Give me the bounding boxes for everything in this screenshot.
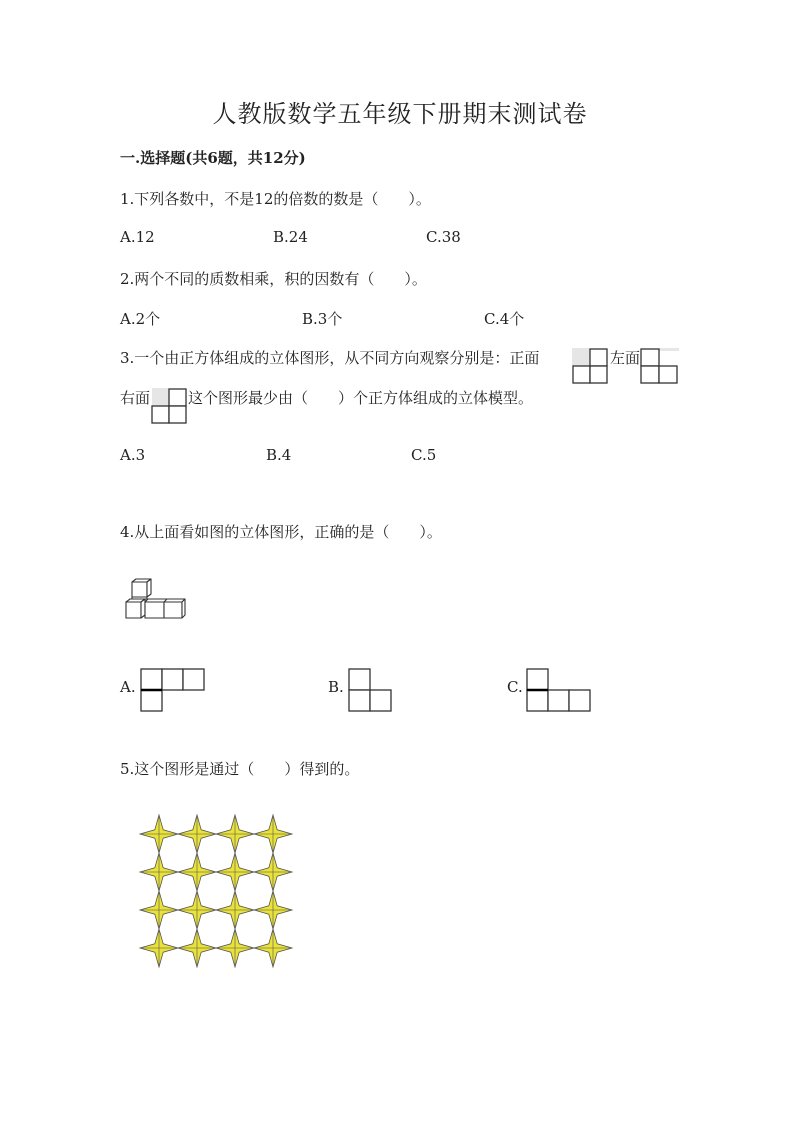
question-4-option-c: C. — [507, 678, 523, 696]
left-view-figure — [640, 348, 680, 384]
question-1-option-b: B.24 — [273, 228, 308, 246]
question-2-option-a: A.2个 — [120, 310, 161, 328]
question-2-text: 2.两个不同的质数相乘，积的因数有（ ）。 — [120, 270, 427, 288]
question-5-text: 5.这个图形是通过（ ）得到的。 — [120, 760, 360, 778]
question-4-option-b: B. — [328, 678, 344, 696]
cube-stack-figure — [124, 578, 188, 624]
question-3-text-line2: 这个图形最少由（ ）个正方体组成的立体模型。 — [188, 389, 534, 407]
question-4-text: 4.从上面看如图的立体图形，正确的是（ ）。 — [120, 523, 442, 541]
question-3-option-b: B.4 — [266, 446, 292, 464]
question-3-option-c: C.5 — [411, 446, 437, 464]
option-a-figure — [140, 668, 208, 714]
question-1-option-a: A.12 — [120, 228, 155, 246]
question-3-text-line1: 3.一个由正方体组成的立体图形，从不同方向观察分别是：正面 — [120, 349, 540, 367]
right-view-label: 右面 — [120, 389, 151, 407]
section-heading: 一.选择题(共6题，共12分) — [120, 149, 306, 167]
page-title: 人教版数学五年级下册期末测试卷 — [212, 100, 588, 128]
question-1-option-c: C.38 — [426, 228, 461, 246]
question-4-option-a: A. — [120, 678, 136, 696]
question-3-option-a: A.3 — [120, 446, 146, 464]
right-view-figure — [152, 388, 190, 424]
left-view-label: 左面 — [610, 349, 641, 367]
option-b-figure — [348, 668, 394, 714]
question-1-text: 1.下列各数中，不是12的倍数的数是（ ）。 — [120, 190, 431, 208]
question-2-option-c: C.4个 — [484, 310, 525, 328]
option-c-figure — [526, 668, 594, 714]
question-2-option-b: B.3个 — [302, 310, 343, 328]
star-pattern-figure — [140, 815, 300, 975]
front-view-figure — [572, 348, 610, 384]
